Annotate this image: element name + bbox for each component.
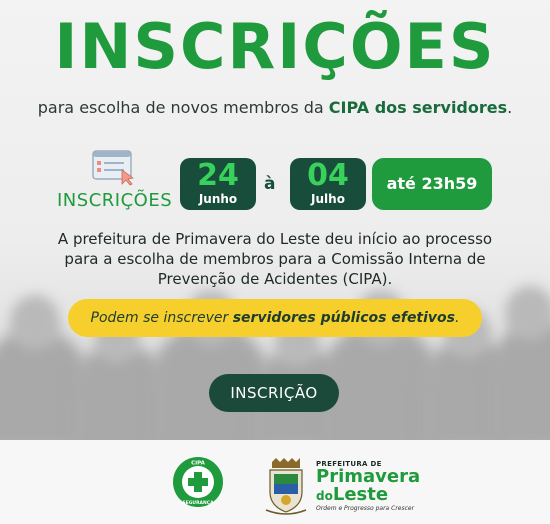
start-date bbox=[180, 158, 256, 210]
eligibility-suffix: . bbox=[455, 310, 460, 326]
eligibility-banner bbox=[68, 299, 482, 337]
start-day: 24 bbox=[197, 158, 239, 193]
cipa-logo bbox=[172, 456, 224, 508]
end-date bbox=[290, 158, 366, 210]
date-separator: à bbox=[264, 174, 276, 194]
subtitle bbox=[0, 98, 550, 117]
eligibility-prefix: Podem se inscrever bbox=[90, 310, 233, 326]
end-day: 04 bbox=[307, 158, 349, 193]
cipa-top-text: CIPA bbox=[191, 460, 205, 467]
coat-of-arms-icon bbox=[262, 456, 310, 516]
prefecture-label: PREFEITURA DE bbox=[316, 460, 382, 468]
eligibility-highlight: servidores públicos efetivos bbox=[232, 310, 456, 326]
checklist-icon bbox=[92, 150, 136, 186]
subtitle-prefix: para escolha de novos membros da bbox=[37, 98, 329, 117]
description-line: A prefeitura de Primavera do Leste deu início ao processo bbox=[57, 230, 493, 248]
city-slogan: Ordem e Progresso para Crescer bbox=[316, 505, 415, 512]
end-month: Julho bbox=[311, 192, 345, 206]
page-title: INSCRIÇÕES bbox=[54, 10, 496, 83]
registration-label: INSCRIÇÕES bbox=[57, 190, 173, 211]
subtitle-suffix: . bbox=[507, 98, 513, 117]
prefecture-logo bbox=[316, 460, 420, 512]
subtitle-highlight: CIPA dos servidores bbox=[328, 98, 508, 117]
description-line: Prevenção de Acidentes (CIPA). bbox=[157, 270, 393, 288]
city-name-first: Primavera bbox=[316, 466, 421, 487]
description-line: para a escolha de membros para a Comissão Interna de bbox=[64, 250, 486, 268]
deadline-time: até 23h59 bbox=[372, 158, 492, 210]
start-month: Junho bbox=[198, 192, 238, 206]
cipa-bottom-text: SEGURANÇA bbox=[182, 501, 214, 506]
description bbox=[40, 229, 510, 289]
city-name-leste: Leste bbox=[332, 484, 389, 505]
city-name-second bbox=[316, 486, 420, 505]
registration-button[interactable]: INSCRIÇÃO bbox=[209, 374, 339, 412]
city-name-do: do bbox=[316, 489, 333, 503]
